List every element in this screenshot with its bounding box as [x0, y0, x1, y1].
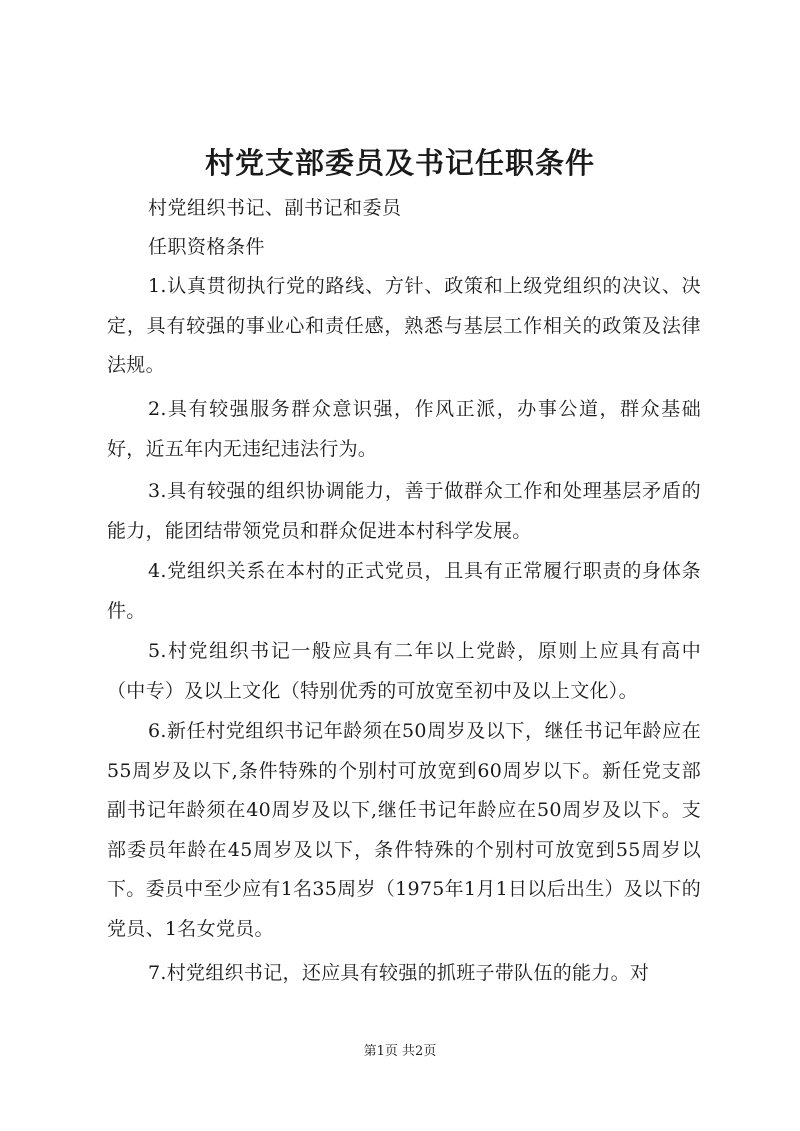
document-title: 村党支部委员及书记任职条件 — [204, 146, 595, 180]
subheading-qualifications: 任职资格条件 — [148, 236, 266, 258]
page-footer: 第1页 共2页 — [363, 1044, 437, 1059]
paragraph-3: 3.具有较强的组织协调能力，善于做群众工作和处理基层矛盾的能力，能团结带领党员和群众促进本村科学发展。 — [107, 480, 701, 542]
paragraph-7: 7.村党组织书记，还应具有较强的抓班子带队伍的能力。对 — [148, 962, 650, 984]
paragraph-5: 5.村党组织书记一般应具有二年以上党龄，原则上应具有高中（中专）及以上文化（特别优秀的可放宽至初中及以上文化）。 — [107, 640, 701, 702]
subheading-positions: 村党组织书记、副书记和委员 — [148, 197, 402, 219]
paragraph-2: 2.具有较强服务群众意识强，作风正派，办事公道，群众基础好，近五年内无违纪违法行为。 — [107, 398, 701, 460]
paragraph-4: 4.党组织关系在本村的正式党员，且具有正常履行职责的身体条件。 — [107, 560, 701, 622]
paragraph-1: 1.认真贯彻执行党的路线、方针、政策和上级党组织的决议、决定，具有较强的事业心和责任感，熟悉与基层工作相关的政策及法律法规。 — [107, 275, 701, 376]
paragraph-6: 6.新任村党组织书记年龄须在50周岁及以下，继任书记年龄应在55周岁及以下,条件特殊的个别村可放宽到60周岁以下。新任党支部副书记年龄须在40周岁及以下,继任书记年龄应在50周岁及以下。支部委员年龄在45周岁及以下，条件特殊的个别村可放宽到55周岁以下。委员中至少应有1名35周岁（1975年1月1日以后出生）及以下的党员、1名女党员。 — [107, 720, 701, 940]
